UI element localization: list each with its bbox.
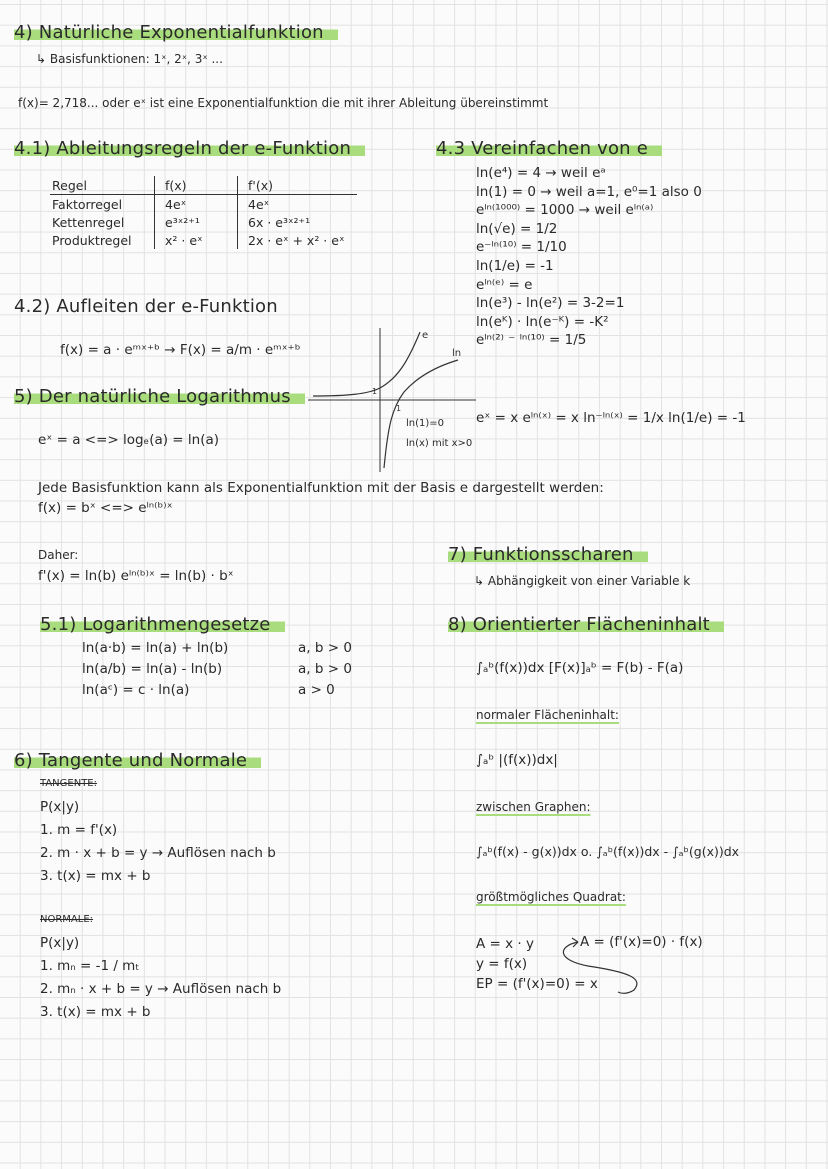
log-laws-list [82, 638, 228, 701]
section-4-subtitle: ↳ Basisfunktionen: 1ˣ, 2ˣ, 3ˣ ... [36, 52, 223, 66]
table-row [50, 231, 357, 249]
graph-note-2: ln(x) mit x>0 [406, 438, 473, 449]
row-fprime: 2x · eˣ + x² · eˣ [248, 233, 345, 248]
row-rule: Produktregel [50, 231, 155, 249]
log-law-condition: a > 0 [298, 682, 335, 698]
normale-step: 2. mₙ · x + b = y → Auflösen nach b [40, 981, 282, 997]
tangente-step: 2. m · x + b = y → Auflösen nach b [40, 845, 276, 861]
section-4-3-title: 4.3 Vereinfachen von e [436, 138, 662, 159]
simplify-line: eˡⁿ⁽²⁾ ⁻ ˡⁿ⁽¹⁰⁾ = 1/5 [476, 332, 587, 349]
section-4-title: 4) Natürliche Exponentialfunktion [14, 22, 338, 43]
log-law: ln(a/b) = ln(a) - ln(b) [82, 661, 223, 677]
between-graphs-formula: ∫ₐᵇ(f(x) - g(x))dx o. ∫ₐᵇ(f(x))dx - ∫ₐᵇ(g(x))dx [476, 844, 740, 859]
row-fprime: 4eˣ [248, 197, 270, 212]
graph-note-1: ln(1)=0 [406, 418, 445, 429]
row-rule: Kettenregel [50, 213, 155, 231]
section-5-title: 5) Der natürliche Logarithmus [14, 386, 305, 407]
row-fx: x² · eˣ [155, 231, 238, 249]
tangente-step: P(x|y) [40, 799, 80, 815]
between-graphs-label: zwischen Graphen: [476, 800, 591, 814]
section-5-daher-formula: f'(x) = ln(b) eˡⁿ⁽ᵇ⁾ˣ = ln(b) · bˣ [38, 568, 234, 584]
section-8-formula: ∫ₐᵇ(f(x))dx [F(x)]ₐᵇ = F(b) - F(a) [476, 660, 684, 676]
normal-area-formula: ∫ₐᵇ |(f(x))dx| [476, 752, 558, 768]
row-fx: 4eˣ [155, 195, 238, 214]
log-laws-conditions [298, 638, 352, 701]
simplify-line: e⁻ˡⁿ⁽¹⁰⁾ = 1/10 [476, 239, 567, 256]
section-5-basis-formula: f(x) = bˣ <=> eˡⁿ⁽ᵇ⁾ˣ [38, 500, 173, 516]
graph-label-one-a: 1 [372, 387, 378, 396]
row-fprime: 6x · e³ˣ²⁺¹ [248, 215, 311, 230]
simplify-line: eˡⁿ⁽ᵉ⁾ = e [476, 276, 533, 293]
max-square-arrow [548, 936, 648, 998]
max-square-right: A = (f'(x)=0) · f(x) [580, 934, 703, 950]
log-law: ln(aᶜ) = c · ln(a) [82, 682, 190, 698]
normale-step: 1. mₙ = -1 / mₜ [40, 958, 140, 974]
section-5-1-title: 5.1) Logarithmengesetze [40, 614, 285, 635]
tangente-step: 3. t(x) = mx + b [40, 868, 151, 884]
section-5-formula: eˣ = a <=> logₑ(a) = ln(a) [38, 432, 220, 448]
graph-label-one-b: 1 [396, 404, 402, 413]
header-fprime: f'(x) [238, 176, 357, 195]
section-4-2-title: 4.2) Aufleiten der e-Funktion [14, 296, 278, 317]
simplify-line: ln(eᴷ) · ln(e⁻ᴷ) = -K² [476, 313, 609, 330]
graph-label-e: e [422, 330, 429, 341]
section-6-title: 6) Tangente und Normale [14, 750, 261, 771]
normale-step: 3. t(x) = mx + b [40, 1004, 151, 1020]
section-4-3-bottom: eˣ = x eˡⁿ⁽ˣ⁾ = x ln⁻ˡⁿ⁽ˣ⁾ = 1/x ln(1/e) = -1 [476, 410, 746, 426]
section-4-3-lines [476, 164, 702, 350]
max-square-step: EP = (f'(x)=0) = x [476, 976, 598, 992]
max-square-label: größtmögliches Quadrat: [476, 890, 626, 904]
simplify-line: ln(e⁴) = 4 → weil eᵃ [476, 165, 606, 181]
tangente-label: TANGENTE: [40, 778, 97, 789]
max-square-step: y = f(x) [476, 956, 528, 972]
table-header-row [50, 176, 357, 195]
curved-arrow-line [563, 942, 637, 993]
normal-area-label: normaler Flächeninhalt: [476, 708, 619, 722]
section-4-2-formula: f(x) = a · eᵐˣ⁺ᵇ → F(x) = a/m · eᵐˣ⁺ᵇ [60, 342, 301, 358]
normale-label: NORMALE: [40, 914, 94, 925]
log-law: ln(a·b) = ln(a) + ln(b) [82, 640, 229, 656]
simplify-line: ln(1) = 0 → weil a=1, e⁰=1 also 0 [476, 183, 702, 200]
tangente-steps [40, 796, 276, 888]
max-square-step: A = x · y [476, 936, 534, 952]
simplify-line: ln(e³) - ln(e²) = 3-2=1 [476, 295, 625, 312]
section-5-daher-label: Daher: [38, 548, 79, 562]
derivative-rules-table [50, 176, 357, 249]
table-row [50, 195, 357, 214]
section-4-1-title: 4.1) Ableitungsregeln der e-Funktion [14, 138, 365, 159]
graph-label-ln: ln [452, 348, 462, 359]
simplify-line: eˡⁿ⁽¹⁰⁰⁰⁾ = 1000 → weil eˡⁿ⁽ᵃ⁾ [476, 202, 654, 219]
simplify-line: ln(1/e) = -1 [476, 257, 554, 274]
log-law-condition: a, b > 0 [298, 661, 352, 677]
simplify-line: ln(√e) = 1/2 [476, 220, 558, 237]
tangente-step: 1. m = f'(x) [40, 822, 118, 838]
table-row [50, 213, 357, 231]
section-7-title: 7) Funktionsscharen [448, 544, 648, 565]
log-law-condition: a, b > 0 [298, 640, 352, 656]
section-4-definition: f(x)= 2,718... oder eˣ ist eine Exponentialfunktion die mit ihrer Ableitung übereinstimmt [18, 96, 549, 110]
exp-curve [313, 332, 420, 396]
row-fx: e³ˣ²⁺¹ [155, 213, 238, 231]
section-8-title: 8) Orientierter Flächeninhalt [448, 614, 724, 635]
normale-step: P(x|y) [40, 935, 80, 951]
section-5-basis-text: Jede Basisfunktion kann als Exponentialfunktion mit der Basis e dargestellt werden: [38, 480, 604, 496]
normale-steps [40, 932, 281, 1024]
row-rule: Faktorregel [50, 195, 155, 214]
header-regel: Regel [50, 176, 155, 195]
header-fx: f(x) [155, 176, 238, 195]
section-7-subtitle: ↳ Abhängigkeit von einer Variable k [474, 574, 691, 588]
exp-ln-graph [308, 326, 478, 474]
